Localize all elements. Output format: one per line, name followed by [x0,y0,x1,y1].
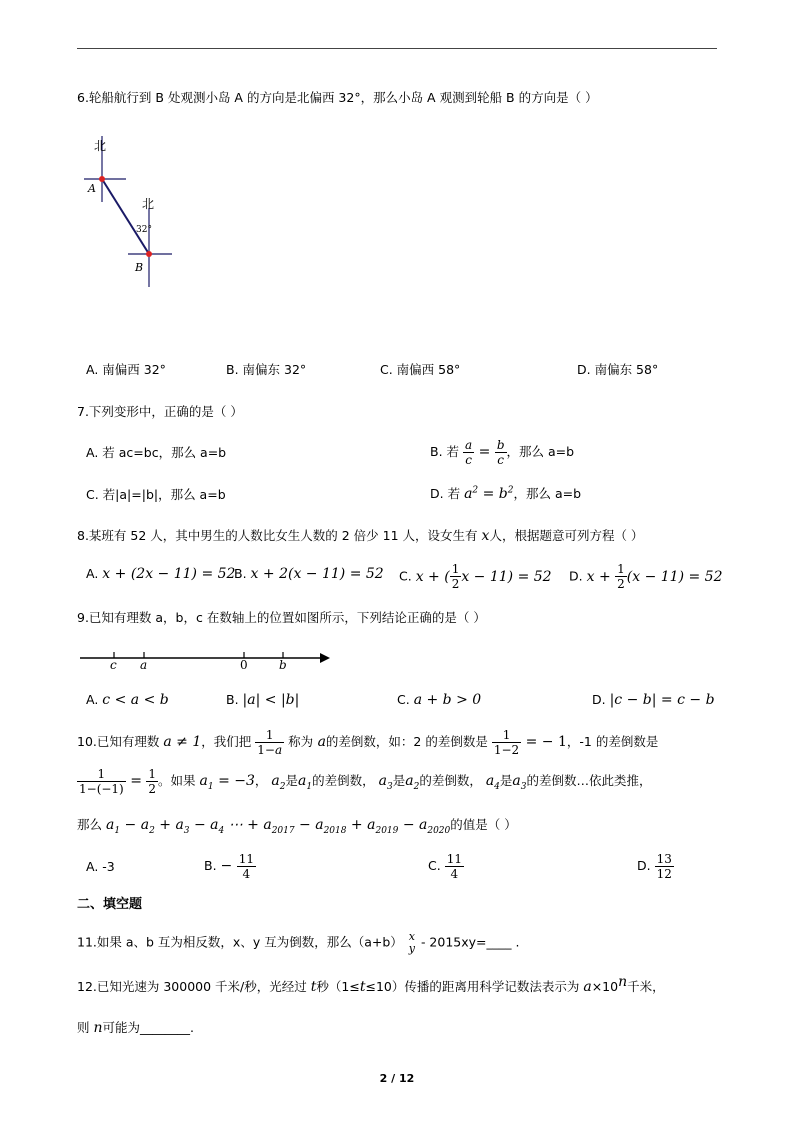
q9-option-d-math: |c − b| = c − b [609,692,715,708]
q10-line-3 [77,815,517,836]
q7-frac-a-c: $\frac{a}{c}$ [465,438,473,467]
q6-direction-figure [80,132,180,292]
q8-variable-x: x [481,528,490,544]
header-rule [77,48,717,49]
q10-line2-text-b: ， [254,773,268,788]
q9-stem: 9.已知有理数 a，b，c 在数轴上的位置如图所示，下列结论正确的是（ ） [77,610,486,625]
q10-line-2: $\frac{1}{1-(-1)}$ = $\frac{1}{2}$ 。如果 $a_1 = -3$， $a_2$是$a_1$的差倒数， $a_3$是$a_2$的差倒数， $a_4$是$a_3$的差倒数…依此类推， [79,767,652,796]
q11-frac-x-y: x y [408,930,415,955]
q10-line2-text-c: 是 [285,773,299,788]
q7-option-b-suffix: ，那么 a=b [506,444,575,459]
q8-option-d [569,562,722,591]
q11-text-b: - 2015xy=____ . [416,934,520,950]
section-fill-in-blank-title: 二、填空题 [77,897,143,912]
q12-line2-text-a: 则 [77,1020,90,1035]
q12-text-a: 12.已知光速为 300000 千米/秒，光经过 [77,979,307,995]
q8-stem-part-a: 8.某班有 52 人，其中男生的人数比女生人数的 2 倍少 11 人，设女生有 [77,528,478,543]
q9-option-d-label: D. [592,692,606,707]
q10-line2-text-f: 的差倒数， [419,773,482,788]
q7-stem: 7.下列变形中，正确的是（ ） [77,404,243,419]
q6-option-b: B. 南偏东 32° [226,362,307,377]
q9-option-b-label: B. [226,692,239,707]
q10-a-ne-1: a ≠ 1 [163,734,202,750]
q9-axis-label-b: b [279,658,287,672]
q9-axis-label-a: a [140,658,148,672]
q10-line1-text-c: 称为 [288,734,314,749]
q10-line2-text-h: 的差倒数…依此类推， [526,773,652,788]
q11 [77,931,519,955]
q10-line2-text-d: 的差倒数， [312,773,375,788]
q7-option-c: C. 若|a|=|b|，那么 a=b [86,487,226,502]
q9-option-a-math: c < a < b [102,692,169,708]
q6-angle-label: 32° [136,225,152,235]
q6-point-a-label: A [88,182,96,195]
q10-option-b-label: B. [204,858,217,873]
q10-line3-text-a: 那么 [77,817,103,832]
q9-option-b-math: |a| < |b| [242,692,300,708]
q9-axis-label-c: c [110,658,117,672]
q10-frac-one-half: $\frac{1}{2}$ [148,767,157,796]
q10-line2-text-e: 是 [392,773,406,788]
q12-variable-t: t [310,979,317,996]
q7-option-d [430,484,581,502]
q7-option-d-prefix: D. 若 [430,486,461,501]
q9-option-a-label: A. [86,692,99,707]
q9-option-c [397,692,481,708]
q8-option-a [86,566,235,582]
q9-option-a [86,692,169,708]
q8-option-d-label: D. [569,568,583,584]
q8-option-b-equation: x + 2(x − 11) = 52 [250,566,384,582]
q12-text-c: ≤10）传播的距离用科学记数法表示为 [365,979,580,995]
q12-line-2 [77,1018,194,1036]
q6-point-b-label: B [135,261,144,274]
q10-option-d: D. $\frac{13}{12}$ [637,852,672,881]
q8-option-c-label: C. [399,568,412,584]
q11-text-a: 11.如果 a、b 互为相反数，x、y 互为倒数，那么（a+b） [77,934,403,950]
q7-option-a: A. 若 ac=bc，那么 a=b [86,445,227,460]
q10-line-1: 10.已知有理数 a ≠ 1，我们把 $\frac{1}{1-a}$ 称为 a的差倒数，如：2 的差倒数是 $\frac{1}{1-2}$ = − 1，-1 的差倒数是 [77,728,659,757]
q10-frac-definition: $\frac{1}{1-a}$ [257,728,283,757]
q10-frac-example-2: $\frac{1}{1-2}$ [493,728,520,757]
q7-option-b: B. 若 $\frac{a}{c}$ = $\frac{b}{c}$ ，那么 a=b [430,438,575,467]
q12-line2-text-b: 可能为________. [102,1020,195,1035]
q10-option-a: A. -3 [86,859,115,874]
q12-variable-n: n [93,1020,103,1036]
q8-option-b [234,566,384,582]
q10-option-c-label: C. [428,858,441,873]
q8-stem [77,526,643,544]
q8-option-a-equation: x + (2x − 11) = 52 [102,566,236,582]
q7-option-d-math: $a^2 = b^2$ [464,485,514,502]
q10-line1-text-b: ，我们把 [201,734,252,749]
q10-line1-text-e: ，-1 的差倒数是 [566,734,659,749]
page-number: 2 / 12 [379,1072,415,1085]
q9-option-c-math: a + b > 0 [413,692,482,708]
q8-option-c [399,562,552,591]
q9-option-c-label: C. [397,692,410,707]
q7-frac-b-c: $\frac{b}{c}$ [496,438,505,467]
q8-option-c-equation: x + ( $\frac{1}{2}$ x − 11) = 52 [415,562,552,591]
q9-option-d [592,692,715,708]
q10-series-expression: $a_1 - a_2 + a_3 - a_4$ ⋯ + $a_{2017} - a_{2018} + a_{2019} - a_{2020}$ [106,817,451,836]
q6-option-c: C. 南偏西 58° [380,362,461,377]
q10-frac-example-neg1: $\frac{1}{1-(-1)}$ [79,767,124,796]
q6-north-b-label: 北 [142,197,155,211]
q8-option-d-equation: x + $\frac{1}{2}$ (x − 11) = 52 [586,562,723,591]
q10-line2-text-g: 是 [499,773,513,788]
q8-option-b-label: B. [234,566,247,581]
q9-number-line [78,648,338,672]
q8-stem-part-b: 人，根据题意可列方程（ ） [489,528,644,543]
q12-text-b: 秒（1≤ [316,979,360,995]
q12-text-d: 千米， [627,979,665,995]
q7-option-b-prefix: B. 若 [430,444,460,459]
q12-scientific-notation: a [583,979,592,996]
q6-north-a-label: 北 [94,139,107,153]
q8-option-a-label: A. [86,566,99,581]
q7-option-d-suffix: ，那么 a=b [513,486,582,501]
q10-a1-value: $a_1 = -3$ [199,773,255,792]
q9-option-b [226,692,299,708]
q10-line3-text-b: 的值是（ ） [450,817,517,832]
q12-line-1: 12.已知光速为 300000 千米/秒，光经过 t秒（1≤t≤10）传播的距离用科学记数法表示为 $a\times 10^n$千米， [77,974,665,996]
q6-option-a: A. 南偏西 32° [86,362,166,377]
q6-option-d: D. 南偏东 58° [577,362,659,377]
q9-axis-label-zero: 0 [240,658,248,672]
q10-option-b: B. − $\frac{11}{4}$ [204,852,255,881]
q6-stem: 6.轮船航行到 B 处观测小岛 A 的方向是北偏西 32°，那么小岛 A 观测到轮船 B 的方向是（ ） [77,90,598,105]
q10-line1-text-a: 10.已知有理数 [77,734,160,749]
q10-line1-text-d: 的差倒数，如：2 的差倒数是 [325,734,488,749]
q10-option-d-label: D. [637,858,651,873]
q10-option-c: C. $\frac{11}{4}$ [428,852,462,881]
q10-line2-text-a: 。如果 [158,773,196,788]
